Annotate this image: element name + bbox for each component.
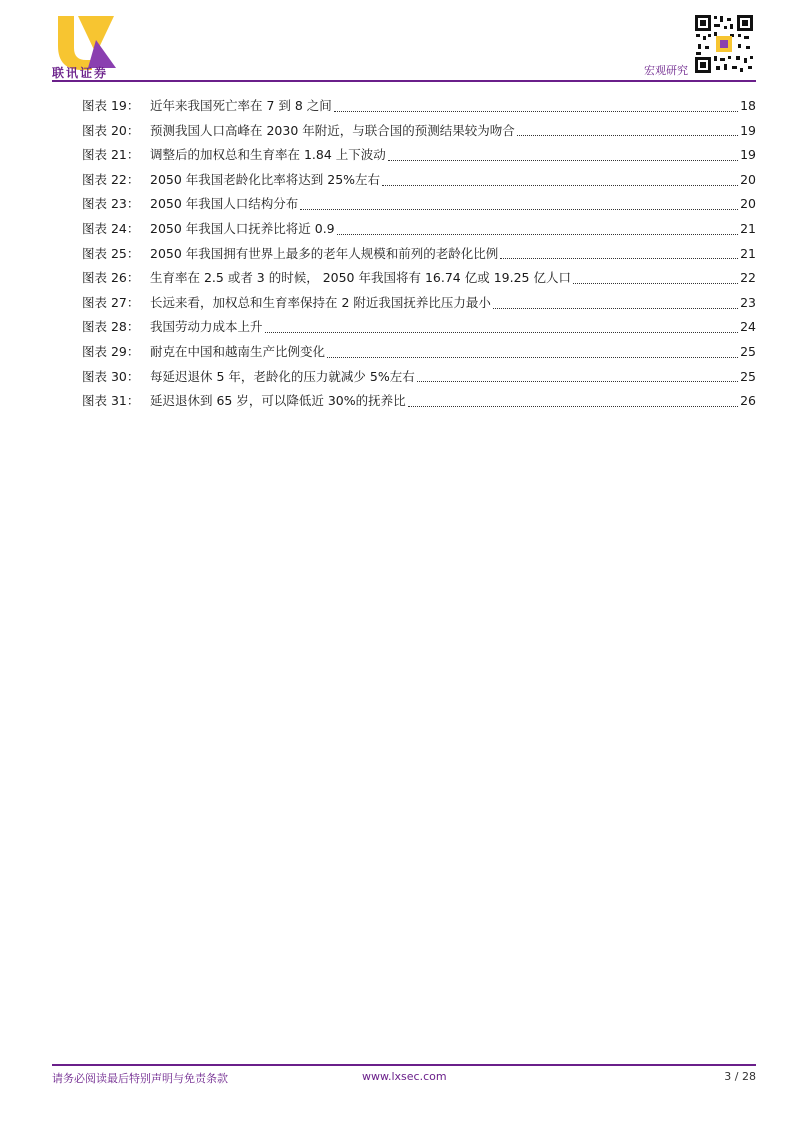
toc-entry-page: 23 — [740, 294, 756, 310]
toc-entry-title: 预测我国人口高峰在 2030 年附近，与联合国的预测结果较为吻合 — [150, 122, 515, 138]
toc-dot-leader — [517, 135, 738, 136]
toc-entry-label: 图表 24： — [82, 220, 140, 236]
toc-entry-title: 我国劳动力成本上升 — [150, 319, 263, 335]
toc-dot-leader — [300, 209, 738, 210]
toc-dot-leader — [408, 406, 738, 407]
footer-divider — [52, 1064, 756, 1066]
toc-entry-title: 2050 年我国老龄化比率将达到 25%左右 — [150, 171, 381, 187]
toc-entry[interactable] — [82, 266, 756, 291]
toc-dot-leader — [265, 332, 739, 333]
toc-dot-leader — [500, 258, 738, 259]
header-divider — [52, 80, 756, 82]
toc-entry-title: 延迟退休到 65 岁，可以降低近 30%的抚养比 — [150, 393, 406, 409]
toc-entry[interactable] — [82, 291, 756, 316]
toc-entry-page: 26 — [740, 393, 756, 409]
toc-entry-label: 图表 21： — [82, 147, 140, 163]
toc-entry-page: 24 — [740, 319, 756, 335]
toc-entry-label: 图表 31： — [82, 393, 140, 409]
page-number: 3 / 28 — [724, 1070, 756, 1083]
toc-entry-title: 2050 年我国人口结构分布 — [150, 196, 299, 212]
toc-entry-page: 20 — [740, 196, 756, 212]
toc-entry-label: 图表 30： — [82, 368, 140, 384]
toc-entry-label: 图表 19： — [82, 98, 140, 113]
toc-entry-page: 19 — [740, 147, 756, 163]
toc-entry-label: 图表 28： — [82, 319, 140, 335]
toc-entry-page: 21 — [740, 220, 756, 236]
toc-dot-leader — [327, 357, 738, 358]
qr-code-icon — [694, 14, 754, 74]
toc-entry-page: 22 — [740, 270, 756, 286]
toc-entry-title: 每延迟退休 5 年，老龄化的压力就减少 5%左右 — [150, 368, 415, 384]
disclaimer-note: 请务必阅读最后特别声明与免责条款 — [52, 1072, 228, 1085]
toc-entry[interactable] — [82, 365, 756, 390]
toc-entry-label: 图表 20： — [82, 122, 140, 138]
toc-entry[interactable] — [82, 143, 756, 168]
website-link[interactable]: www.lxsec.com — [362, 1070, 447, 1083]
toc-entry-page: 20 — [740, 171, 756, 187]
toc-entry-page: 25 — [740, 368, 756, 384]
toc-entry-label: 图表 26： — [82, 270, 140, 286]
toc-entry-title: 长远来看，加权总和生育率保持在 2 附近我国抚养比压力最小 — [150, 294, 491, 310]
toc-entry-title: 调整后的加权总和生育率在 1.84 上下波动 — [150, 147, 386, 163]
toc-entry[interactable] — [82, 168, 756, 193]
page-header — [0, 0, 794, 90]
toc-dot-leader — [337, 234, 738, 235]
section-label: 宏观研究 — [644, 64, 688, 77]
toc-entry[interactable] — [82, 242, 756, 267]
toc-entry-title: 2050 年我国拥有世界上最多的老年人规模和前列的老龄化比例 — [150, 245, 499, 261]
brand-name: 联讯证券 — [52, 66, 109, 80]
toc-entry[interactable] — [82, 94, 756, 119]
toc-dot-leader — [382, 185, 738, 186]
toc-entry-title: 生育率在 2.5 或者 3 的时候， 2050 年我国将有 16.74 亿或 19.25 亿人口 — [150, 270, 571, 286]
toc-entry-title: 2050 年我国人口抚养比将近 0.9 — [150, 220, 335, 236]
toc-dot-leader — [417, 381, 738, 382]
figure-index — [82, 94, 756, 414]
toc-dot-leader — [388, 160, 738, 161]
toc-dot-leader — [493, 308, 738, 309]
toc-entry-page: 18 — [740, 98, 756, 113]
toc-entry-page: 25 — [740, 343, 756, 359]
toc-entry[interactable] — [82, 340, 756, 365]
toc-entry-label: 图表 23： — [82, 196, 140, 212]
toc-entry-label: 图表 25： — [82, 245, 140, 261]
toc-entry[interactable] — [82, 389, 756, 414]
toc-entry-page: 19 — [740, 122, 756, 138]
toc-entry-title: 近年来我国死亡率在 7 到 8 之间 — [150, 98, 332, 113]
toc-dot-leader — [334, 111, 738, 112]
toc-dot-leader — [573, 283, 738, 284]
toc-entry[interactable] — [82, 217, 756, 242]
toc-entry-label: 图表 29： — [82, 343, 140, 359]
toc-entry-page: 21 — [740, 245, 756, 261]
toc-entry[interactable] — [82, 192, 756, 217]
toc-entry-label: 图表 27： — [82, 294, 140, 310]
toc-entry[interactable] — [82, 315, 756, 340]
toc-entry[interactable] — [82, 119, 756, 144]
toc-entry-title: 耐克在中国和越南生产比例变化 — [150, 343, 326, 359]
toc-entry-label: 图表 22： — [82, 171, 140, 187]
